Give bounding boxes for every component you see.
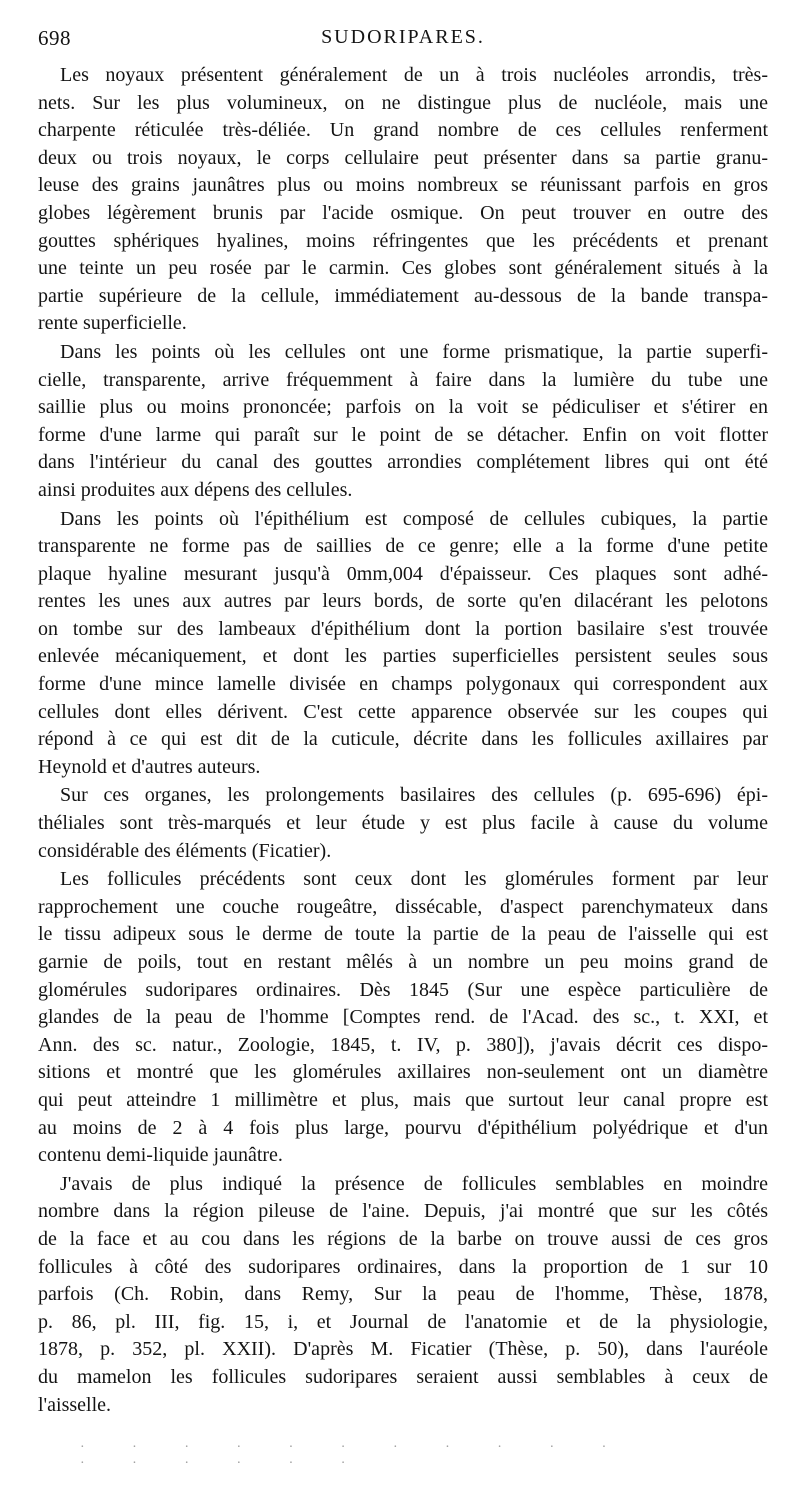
text-line: plaque hyaline mesurant jusqu'à 0mm,004 d'épaisseur. Ces plaques sont adhé-	[38, 562, 768, 585]
text-line: dans l'intérieur du canal des gouttes arrondies complétement libres qui ont été	[38, 451, 768, 474]
text-line: 1878, p. 352, pl. XXII). D'après M. Ficatier (Thèse, p. 50), dans l'auréole	[38, 1338, 768, 1361]
paragraph	[38, 62, 768, 338]
book-page	[38, 26, 768, 1419]
text-line: garnie de poils, tout en restant mêlés à un nombre un peu moins grand de	[38, 951, 768, 973]
text-line: on tombe sur des lambeaux d'épithélium dont la portion basilaire s'est trouvée	[38, 617, 768, 640]
paragraph	[38, 866, 768, 1170]
text-line: charpente réticulée très-déliée. Un grand nombre de ces cellules renferment	[38, 119, 768, 142]
text-line: Dans les points où les cellules ont une forme prismatique, la partie superfi-	[60, 340, 768, 363]
text-line: globes légèrement brunis par l'acide osmique. On peut trouver en outre des	[38, 201, 768, 224]
text-line: rentes les unes aux autres par leurs bords, de sorte qu'en dilacérant les pelotons	[38, 590, 768, 613]
page-number: 698	[38, 26, 71, 50]
text-line: enlevée mécaniquement, et dont les parties superficielles persistent seules sous	[38, 645, 768, 668]
paragraph	[38, 339, 768, 505]
text-line: théliales sont très-marqués et leur étude y est plus facile à cause du volume	[38, 812, 768, 835]
text-line: glomérules sudoripares ordinaires. Dès 1845 (Sur une espèce particulière de	[38, 978, 768, 1001]
text-line: l'aisselle.	[38, 1393, 112, 1416]
text-line: sitions et montré que les glomérules axillaires non-seulement ont un diamètre	[38, 1061, 768, 1084]
paragraph	[38, 1171, 768, 1419]
text-line: rente superficielle.	[38, 312, 187, 335]
text-line: ainsi produites aux dépens des cellules.	[38, 478, 353, 501]
page-bottom-specks: · · · · · · · · · · · · · · · · ·	[80, 1440, 629, 1471]
paragraph	[38, 782, 768, 865]
text-line: qui peut atteindre 1 millimètre et plus, mais que surtout leur canal propre est	[38, 1088, 768, 1111]
text-line: forme d'une larme qui paraît sur le point de se détacher. Enfin on voit flotter	[38, 423, 768, 446]
text-line: gouttes sphériques hyalines, moins réfringentes que les précédents et prenant	[38, 229, 768, 252]
text-line: Les noyaux présentent généralement de un à trois nucléoles arrondis, très-	[60, 64, 768, 86]
text-line: cellules dont elles dérivent. C'est cette apparence observée sur les coupes qui	[38, 700, 768, 723]
text-line: répond à ce qui est dit de la cuticule, décrite dans les follicules axillaires par	[38, 728, 768, 751]
text-line: au moins de 2 à 4 fois plus large, pourvu d'épithélium polyédrique et d'un	[38, 1116, 768, 1139]
text-line: saillie plus ou moins prononcée; parfois on la voit se pédiculiser et s'étirer en	[38, 396, 768, 419]
text-line: cielle, transparente, arrive fréquemment à faire dans la lumière du tube une	[38, 368, 768, 391]
text-line: deux ou trois noyaux, le corps cellulaire peut présenter dans sa partie granu-	[38, 146, 768, 169]
text-line: une teinte un peu rosée par le carmin. Ces globes sont généralement situés à la	[38, 257, 768, 280]
text-line: transparente ne forme pas de saillies de ce genre; elle a la forme d'une petite	[38, 535, 768, 558]
text-line: Heynold et d'autres auteurs.	[38, 755, 261, 778]
running-title: SUDORIPARES.	[321, 26, 485, 48]
text-line: Sur ces organes, les prolongements basilaires des cellules (p. 695-696) épi-	[60, 784, 768, 807]
text-line: J'avais de plus indiqué la présence de follicules semblables en moindre	[60, 1172, 768, 1195]
text-line: p. 86, pl. III, fig. 15, i, et Journal de l'anatomie et de la physiologie,	[38, 1310, 768, 1333]
text-line: Dans les points où l'épithélium est composé de cellules cubiques, la partie	[60, 507, 768, 530]
text-line: Les follicules précédents sont ceux dont les glomérules forment par leur	[60, 868, 768, 891]
body-text	[38, 62, 768, 1419]
text-line: parfois (Ch. Robin, dans Remy, Sur la peau de l'homme, Thèse, 1878,	[38, 1283, 768, 1306]
text-line: rapprochement une couche rougeâtre, dissécable, d'aspect parenchymateux dans	[38, 895, 768, 918]
text-line: Ann. des sc. natur., Zoologie, 1845, t. IV, p. 380]), j'avais décrit ces dispo-	[38, 1033, 768, 1056]
text-line: leuse des grains jaunâtres plus ou moins nombreux se réunissant parfois en gros	[38, 174, 768, 197]
text-line: nombre dans la région pileuse de l'aine. Depuis, j'ai montré que sur les côtés	[38, 1200, 768, 1223]
text-line: follicules à côté des sudoripares ordinaires, dans la proportion de 1 sur 10	[38, 1255, 768, 1278]
text-line: partie supérieure de la cellule, immédiatement au-dessous de la bande transpa-	[38, 284, 768, 307]
running-head	[38, 26, 768, 60]
text-line: considérable des éléments (Ficatier).	[38, 839, 332, 862]
text-line: contenu demi-liquide jaunâtre.	[38, 1144, 283, 1167]
text-line: glandes de la peau de l'homme [Comptes rend. de l'Acad. des sc., t. XXI, et	[38, 1006, 768, 1029]
text-line: forme d'une mince lamelle divisée en champs polygonaux qui correspondent aux	[38, 673, 768, 696]
text-line: du mamelon les follicules sudoripares seraient aussi semblables à ceux de	[38, 1365, 768, 1388]
paragraph	[38, 506, 768, 782]
text-line: le tissu adipeux sous le derme de toute la partie de la peau de l'aisselle qui est	[38, 923, 768, 946]
text-line: de la face et au cou dans les régions de la barbe on trouve aussi de ces gros	[38, 1227, 768, 1250]
text-line: nets. Sur les plus volumineux, on ne distingue plus de nucléole, mais une	[38, 91, 768, 114]
